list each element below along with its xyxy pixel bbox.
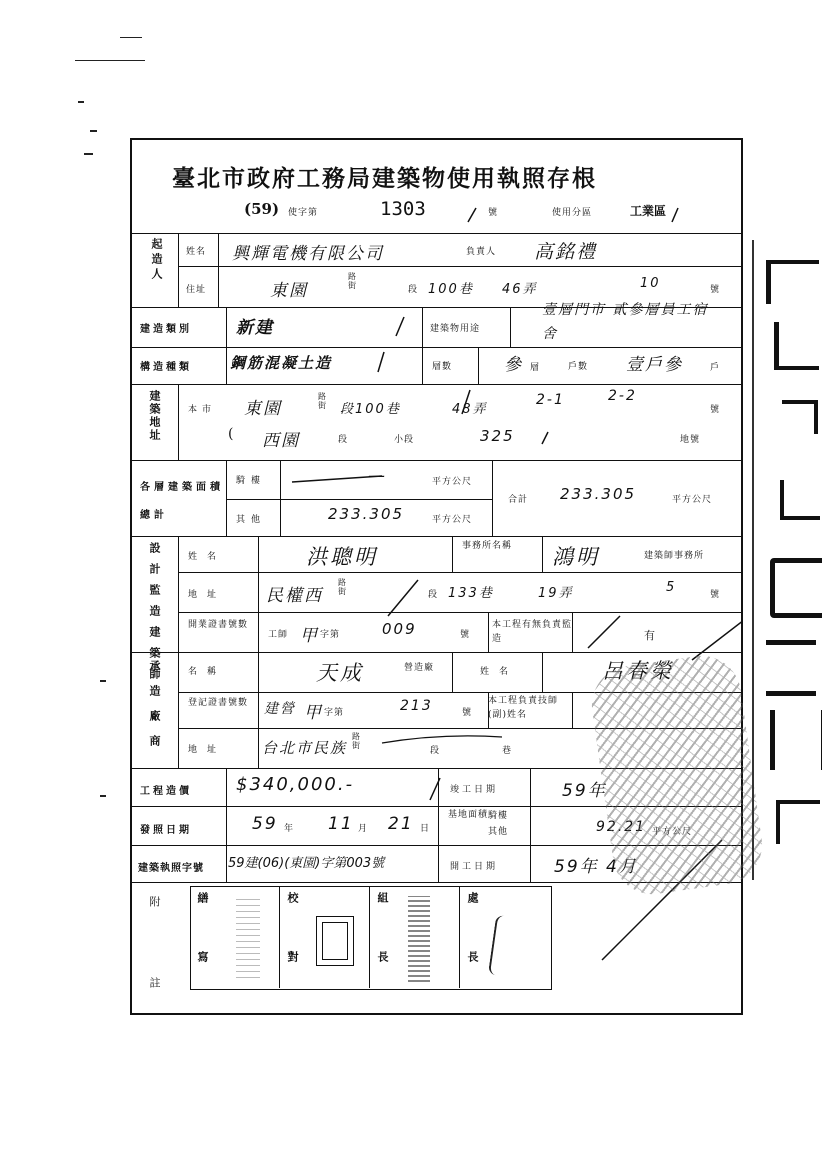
contractor-name-suffix: 營造廠 [404,663,435,673]
architect-addr-road-unit: 路街 [338,578,346,596]
contractor-reg-grade: 甲 [304,703,323,723]
applicant-name-value: 興輝電機有限公司 [232,244,384,264]
issue-day: 21 [388,814,414,834]
permit-value: 59建(06)(東園)字第003號 [228,856,385,871]
approval-cell-4: 處長 [466,892,479,1010]
site-no: 2-1 [536,392,565,408]
applicant-rep-value: 高銘禮 [534,241,598,263]
scan-mark [100,795,106,797]
applicant-addr-label: 住址 [186,285,207,295]
permit-label: 建築執照字號 [138,863,204,874]
architect-name-value: 洪聰明 [306,545,378,569]
base-area-label: 基地面積 [448,810,489,820]
units-value: 壹戶參 [626,355,683,375]
cost-label: 工程造價 [140,786,192,797]
scan-mark [90,130,97,132]
architect-addr-hao: 號 [710,590,721,600]
floors-value: 參 [504,355,523,375]
applicant-rep-label: 負責人 [466,247,497,257]
approval-cell-1: 繕寫 [196,892,209,1010]
start-label: 開工日期 [450,862,499,872]
scan-mark [78,101,84,103]
permit-number: 1303 [380,198,426,220]
applicant-addr-city: 東園 [270,281,308,301]
arcade-unit: 平方公尺 [432,477,473,487]
done-label: 竣工日期 [450,785,499,795]
architect-addr-no: 5 [666,580,677,595]
architect-license-prefix: 工師 [268,630,289,640]
contractor-person-label: 姓名 [480,667,519,677]
other-label: 其他 [236,515,267,525]
total-unit: 平方公尺 [672,495,713,505]
approval-cell-2: 校對 [286,892,299,1010]
applicant-addr-lane: 100巷 [428,282,474,297]
contractor-tech-label: 本工程負責技師(副)姓名 [488,696,559,720]
applicant-addr-road: 路街 [348,272,356,290]
applicant-addr-hao: 號 [710,285,721,295]
architect-addr-road: 民權西 [266,586,323,606]
site-lane: 段100巷 [340,402,401,417]
arcade-label: 騎樓 [236,476,267,486]
floors-unit: 層 [530,363,541,373]
architect-office-suffix: 建築師事務所 [644,551,705,561]
base-arcade-label: 騎樓 [488,811,509,821]
zone-label: 使用分區 [552,208,593,218]
base-area-unit: 平方公尺 [652,827,693,837]
permit-suffix: 號 [488,208,499,218]
contractor-addr-road-unit: 路街 [352,732,360,750]
site-road: 東園 [244,399,282,419]
architect-license-grade: 甲 [300,626,319,646]
contractor-reg-mid: 字第 [324,708,345,718]
architect-name-label: 姓名 [188,552,227,562]
other-value: 233.305 [328,505,405,523]
contractor-addr-label: 地址 [188,745,227,755]
site-city: 本市 [188,405,217,415]
contractor-reg-prefix: 建營 [264,701,296,717]
contractor-name-label: 名稱 [188,667,227,677]
architect-license-mid: 字第 [320,630,341,640]
site-district: 西園 [262,431,300,451]
architect-license-hao: 號 [460,630,471,640]
units-unit: 戶 [710,363,721,373]
floors-label: 層數 [432,362,453,372]
permit-form [130,138,743,1058]
approval-cell-3: 組長 [376,892,389,1010]
issue-year: 59 [252,814,278,834]
other-unit: 平方公尺 [432,515,473,525]
applicant-addr-alley: 46弄 [502,282,538,297]
done-value: 59年 [562,781,607,801]
architect-resp-value: 有 [644,629,656,642]
bleed-through-stamp [587,651,768,900]
issue-year-unit: 年 [284,824,295,834]
scan-mark [100,680,106,682]
site-lot: 325 [480,427,515,445]
permit-year: (59) [244,200,280,218]
issue-day-unit: 日 [420,824,431,834]
base-other-label: 其他 [488,827,509,837]
issue-month-unit: 月 [358,824,369,834]
building-use-label: 建築物用途 [430,324,481,334]
issue-month: 11 [328,814,354,834]
permit-prefix: 使字第 [288,208,319,218]
contractor-reg-label: 登記證書號數 [188,698,249,708]
issue-label: 發照日期 [140,825,192,836]
architect-resp-label: 本工程有無負責監造 [492,620,573,644]
structure-label: 構造種類 [140,362,192,373]
contractor-addr-lane: 巷 [502,746,513,756]
architect-section-label: 設計監造建築師 [148,542,161,689]
form-title: 臺北市政府工務局建築物使用執照存根 [172,165,597,192]
contractor-person-value: 呂春榮 [602,659,674,683]
architect-office-value: 鴻明 [552,545,600,569]
applicant-addr-duan: 段 [408,285,419,295]
facing-page-edge [752,240,822,880]
site-section-label: 建築地址 [148,390,161,442]
architect-license-no: 009 [382,620,417,638]
zone-value: 工業區 [630,204,667,218]
contractor-addr-value: 台北市民族 [262,739,348,757]
contractor-reg-no: 213 [400,698,433,714]
architect-license-label: 開業證書號數 [188,620,249,630]
applicant-addr-no: 10 [640,276,661,291]
total-value: 233.305 [560,485,637,503]
architect-addr-label: 地址 [188,590,227,600]
arcade-value: — [368,466,387,486]
architect-addr-alley: 19弄 [538,586,574,601]
structure-value: 鋼筋混凝土造 [230,354,333,372]
applicant-name-label: 姓名 [186,247,207,257]
notes-label-text: 附註 [148,896,161,1058]
scan-mark [120,37,142,38]
site-paren: ( [228,426,234,442]
contractor-section-label: 承造廠商 [148,660,161,760]
site-no-2: 2-2 [608,388,637,404]
architect-office-label: 事務所名稱 [462,541,513,551]
total-label: 合計 [508,495,529,505]
start-value: 59年 4月 [554,857,638,877]
units-label: 戶數 [568,362,589,372]
area-label: 各層建築面積總計 [140,482,224,521]
site-district-unit: 段 [338,435,349,445]
architect-addr-duan: 段 [428,590,439,600]
contractor-name-value: 天成 [316,661,364,685]
construction-type-value: 新建 [236,318,274,338]
base-area-value: 92.21 [596,819,647,835]
architect-addr-lane: 133巷 [448,586,494,601]
scan-mark [84,153,93,155]
cost-value: $340,000.- [236,774,355,795]
site-alley: 48弄 [452,402,488,417]
contractor-reg-hao: 號 [462,708,473,718]
construction-type-label: 建造類別 [140,324,192,335]
site-lot-unit: 地號 [680,435,701,445]
site-road-unit: 路街 [318,392,326,410]
scan-mark [75,60,145,61]
contractor-addr-duan: 段 [430,746,441,756]
applicant-section-label: 起造人 [150,238,163,283]
site-hao: 號 [710,405,721,415]
building-use-value: 壹層門市 貳參層員工宿舍 [542,302,709,342]
site-subsection: 小段 [394,435,415,445]
